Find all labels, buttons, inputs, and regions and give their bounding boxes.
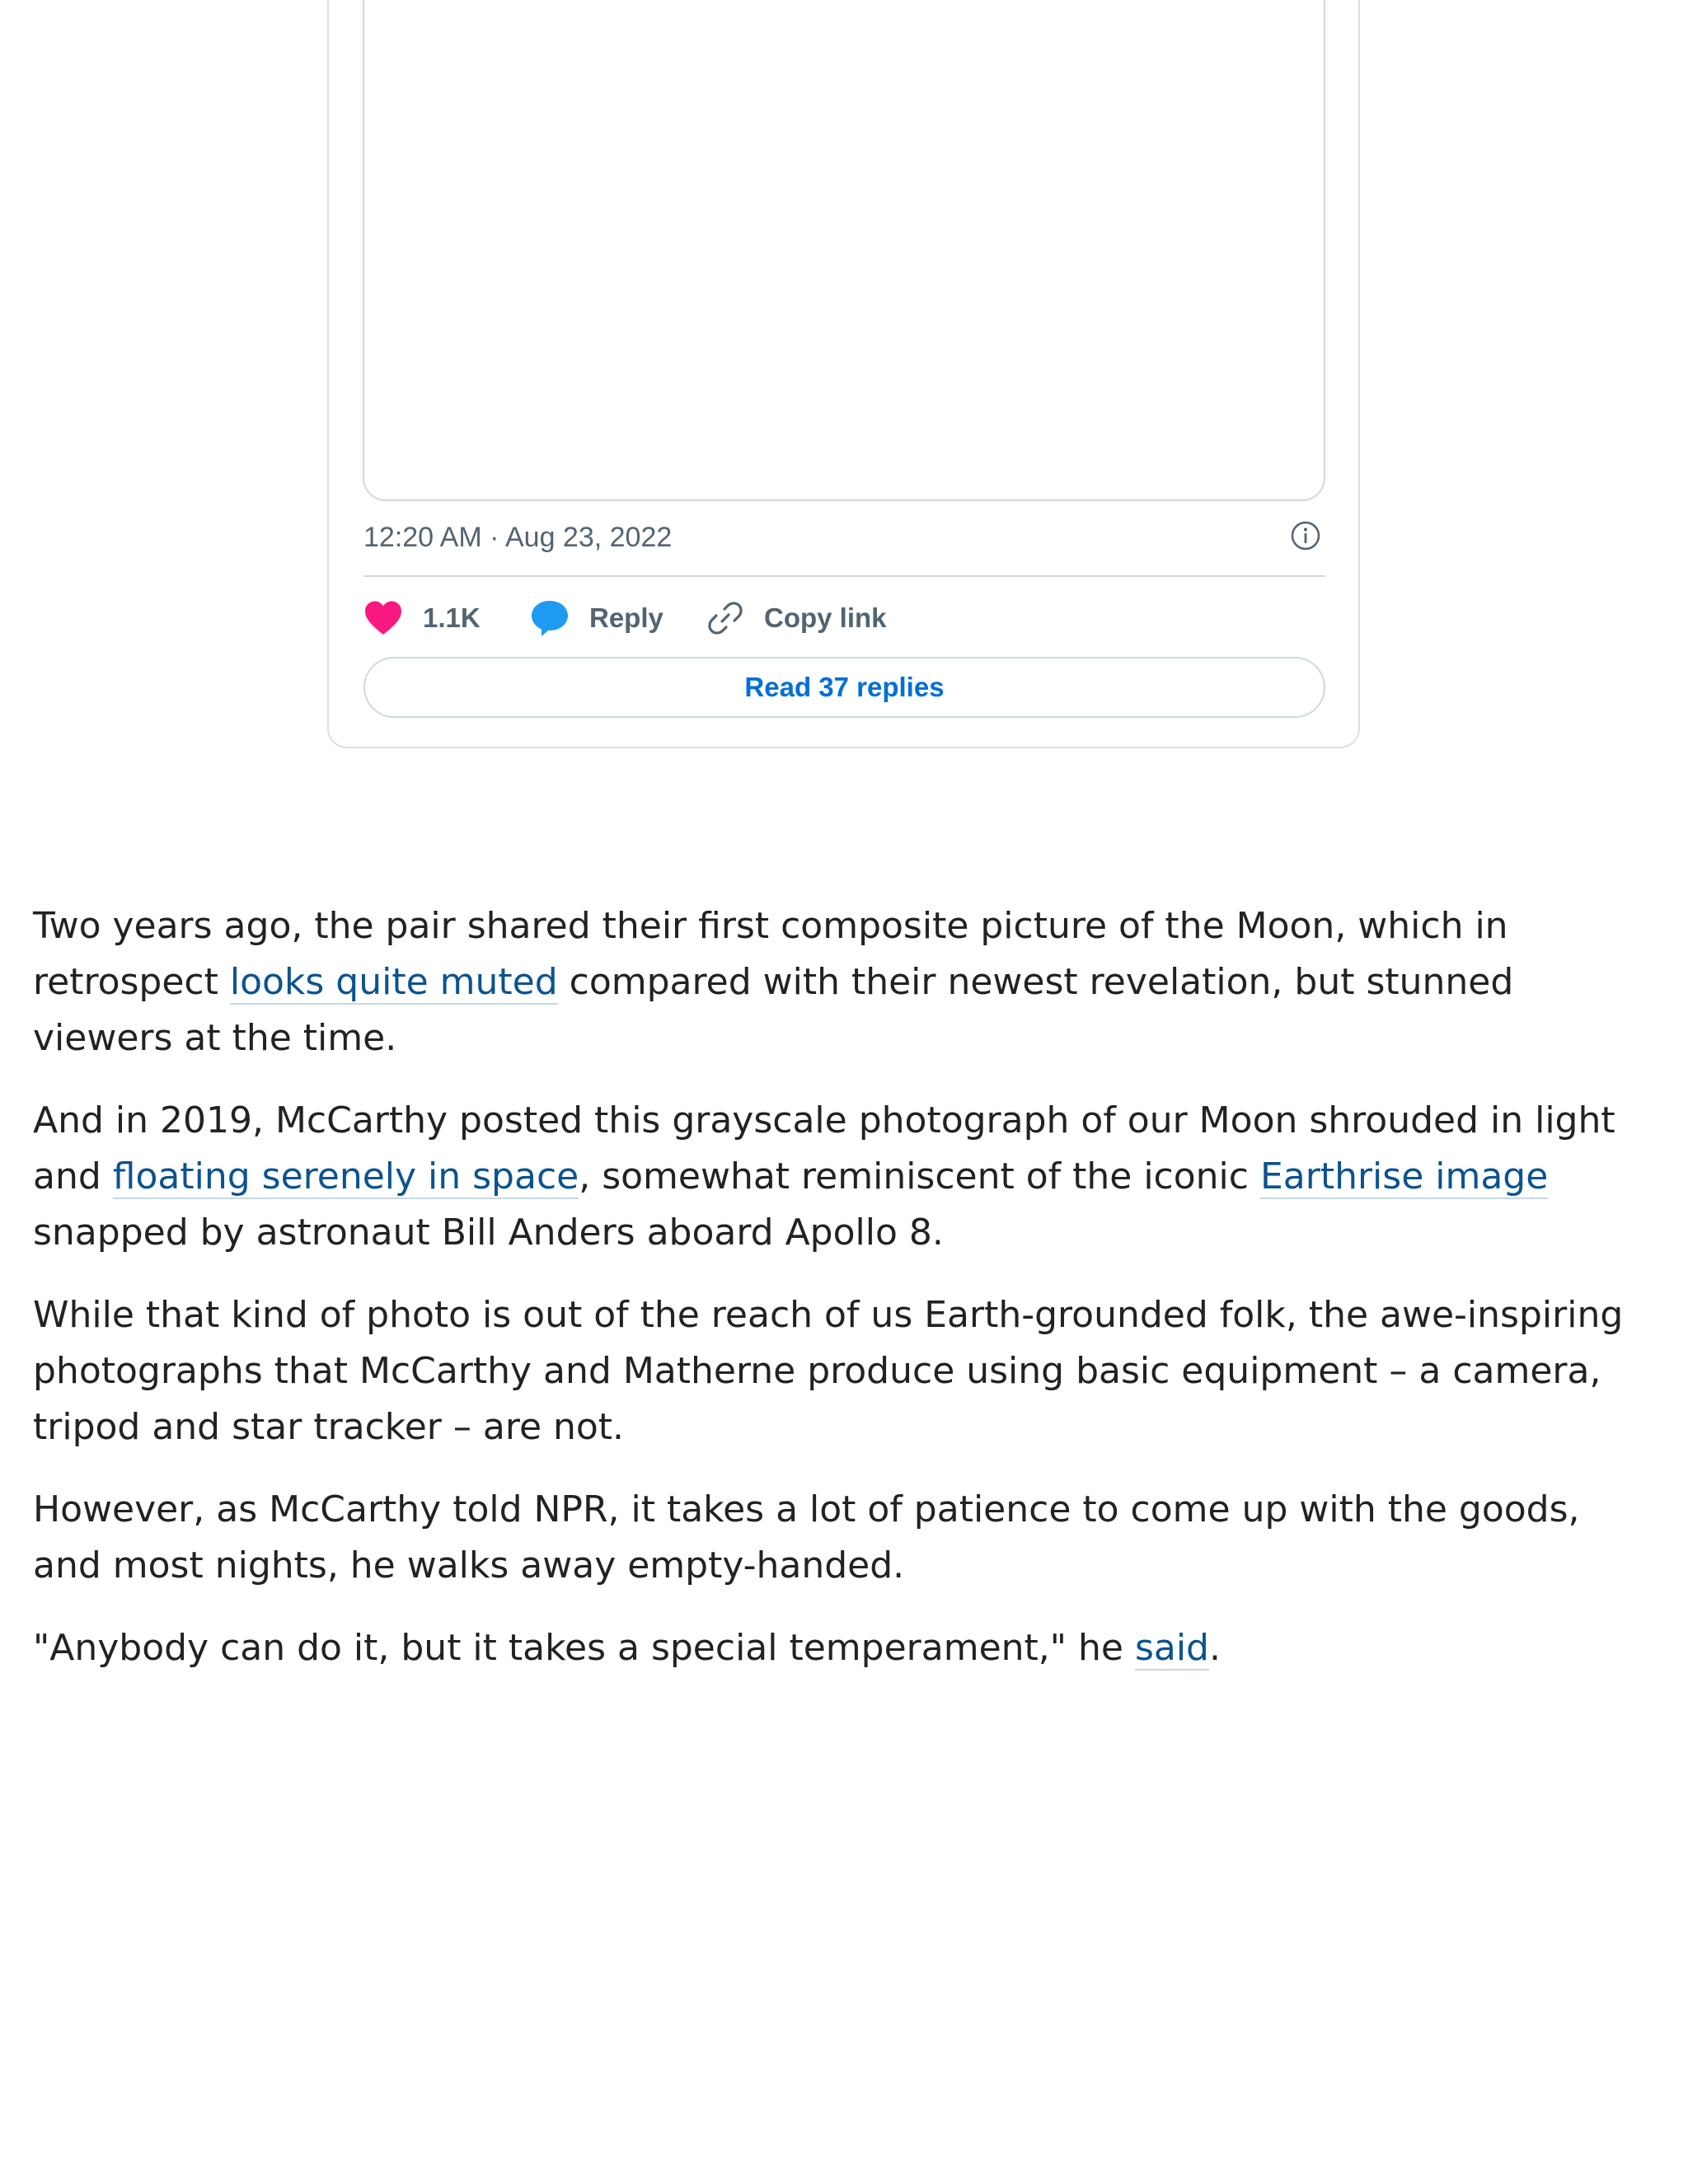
paragraph-text: Two years ago, the pair shared their first composite picture of the Moon, which in retrospect — [33, 905, 1508, 1003]
copy-link-button[interactable] — [706, 598, 887, 639]
article-paragraph — [33, 898, 1657, 1066]
heart-icon — [363, 600, 403, 636]
tweet-timestamp[interactable]: 12:20 AM · Aug 23, 2022 — [363, 522, 673, 553]
reply-button[interactable] — [530, 598, 663, 639]
paragraph-text: compared with their newest revelation, but stunned viewers at the time. — [33, 961, 1514, 1059]
paragraph-text: , somewhat reminiscent of the iconic — [579, 1155, 1260, 1197]
tweet-embed-card — [327, 0, 1360, 748]
article-body — [33, 898, 1657, 1703]
floating-serenely-link[interactable]: floating serenely in space — [112, 1155, 579, 1197]
article-paragraph — [33, 1287, 1657, 1455]
read-replies-button[interactable]: Read 37 replies — [363, 657, 1325, 718]
copy-link-label: Copy link — [764, 602, 887, 633]
like-button[interactable] — [363, 598, 481, 639]
link-icon — [706, 599, 744, 637]
paragraph-text: While that kind of photo is out of the reach of us Earth-grounded folk, the awe-inspiring photographs that McCarthy and Matherne produce using basic equipment – a camera, tripod and star tracker – are not. — [33, 1294, 1624, 1448]
paragraph-text: snapped by astronaut Bill Anders aboard Apollo 8. — [33, 1212, 944, 1254]
paragraph-text: However, as McCarthy told NPR, it takes a lot of patience to come up with the goods, and most nights, he walks away empty-handed. — [33, 1488, 1580, 1586]
speech-bubble-icon — [530, 599, 570, 637]
article-paragraph — [33, 1093, 1657, 1261]
earthrise-image-link[interactable]: Earthrise image — [1259, 1155, 1549, 1197]
said-link[interactable]: said — [1134, 1627, 1209, 1669]
article-paragraph — [33, 1620, 1657, 1676]
looks-quite-muted-link[interactable]: looks quite muted — [229, 961, 558, 1003]
paragraph-text: . — [1208, 1627, 1221, 1669]
tweet-divider — [363, 575, 1325, 577]
article-paragraph — [33, 1482, 1657, 1594]
reply-label: Reply — [589, 602, 663, 633]
info-icon[interactable] — [1289, 519, 1322, 552]
tweet-media[interactable] — [363, 0, 1325, 501]
paragraph-text: And in 2019, McCarthy posted this grayscale photograph of our Moon shrouded in light and — [33, 1099, 1615, 1197]
like-count: 1.1K — [423, 602, 481, 633]
paragraph-text: "Anybody can do it, but it takes a special temperament," he — [33, 1627, 1135, 1669]
